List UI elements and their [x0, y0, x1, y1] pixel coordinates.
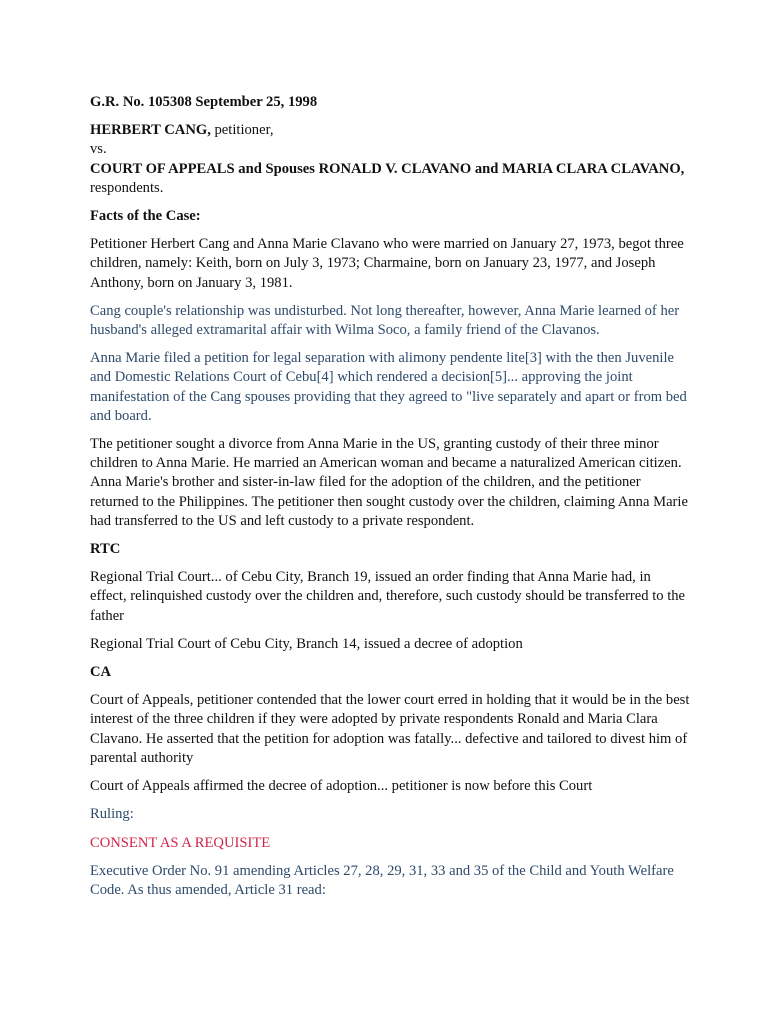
case-number: G.R. No. 105308 September 25, 1998: [90, 94, 318, 110]
versus-line: vs.: [90, 141, 107, 158]
respondents-line: [90, 160, 690, 198]
ca-heading: CA: [90, 664, 112, 681]
petitioner-line: [90, 121, 690, 140]
respondents-role: respondents.: [90, 179, 164, 196]
petitioner-role: petitioner,: [210, 122, 274, 139]
respondents-name: COURT OF APPEALS and Spouses RONALD V. CLAVANO and MARIA CLARA CLAVANO,: [90, 160, 685, 177]
document-page: [90, 93, 690, 909]
rtc-paragraph-2: Regional Trial Court of Cebu City, Branch 14, issued a decree of adoption: [90, 635, 523, 652]
ruling-heading: Ruling:: [90, 806, 134, 823]
facts-paragraph-4: The petitioner sought a divorce from Anna Marie in the US, granting custody of their three minor children to Anna Marie. He married an American woman and became a naturalized American citizen. Anna Marie's brother and sister-in-law filed for the adoption of the children, and the petitioner returned to the Philippines. The petitioner then sought custody over the children, claiming Anna Marie had transferred to the US and left custody to a private respondent.: [90, 436, 688, 529]
rtc-paragraph-1: Regional Trial Court... of Cebu City, Branch 19, issued an order finding that Anna Marie had, in effect, relinquished custody over the children and, therefore, such custody should be transferred to the father: [90, 569, 686, 624]
facts-paragraph-3: Anna Marie filed a petition for legal separation with alimony pendente lite[3] with the then Juvenile and Domestic Relations Court of Cebu[4] which rendered a decision[5]... approving the joint manifestation of the Cang spouses providing that they agreed to "live separately and apart or from bed and board.: [90, 350, 687, 424]
facts-paragraph-2: Cang couple's relationship was undisturbed. Not long thereafter, however, Anna Marie learned of her husband's alleged extramarital affair with Wilma Soco, a family friend of the Clavanos.: [90, 302, 680, 339]
rtc-heading: RTC: [90, 541, 121, 558]
facts-heading: Facts of the Case:: [90, 208, 201, 225]
facts-paragraph-1: Petitioner Herbert Cang and Anna Marie Clavano who were married on January 27, 1973, begot three children, namely: Keith, born on July 3, 1973; Charmaine, born on January 23, 1977, and Joseph Anthony, born on January 3, 1981.: [90, 236, 684, 291]
petitioner-name: HERBERT CANG,: [90, 122, 211, 139]
ruling-paragraph: Executive Order No. 91 amending Articles 27, 28, 29, 31, 33 and 35 of the Child and Youth Welfare Code. As thus amended, Article 31 read:: [90, 862, 674, 898]
ca-paragraph-1: Court of Appeals, petitioner contended that the lower court erred in holding that it would be in the best interest of the three children if they were adopted by private respondents Ronald and Maria Clara Clavano. He asserted that the petition for adoption was fatally... defective and tailored to divest him of parental authority: [90, 692, 690, 766]
ruling-subheading: CONSENT AS A REQUISITE: [90, 834, 271, 851]
ca-paragraph-2: Court of Appeals affirmed the decree of adoption... petitioner is now before this Court: [90, 778, 593, 795]
